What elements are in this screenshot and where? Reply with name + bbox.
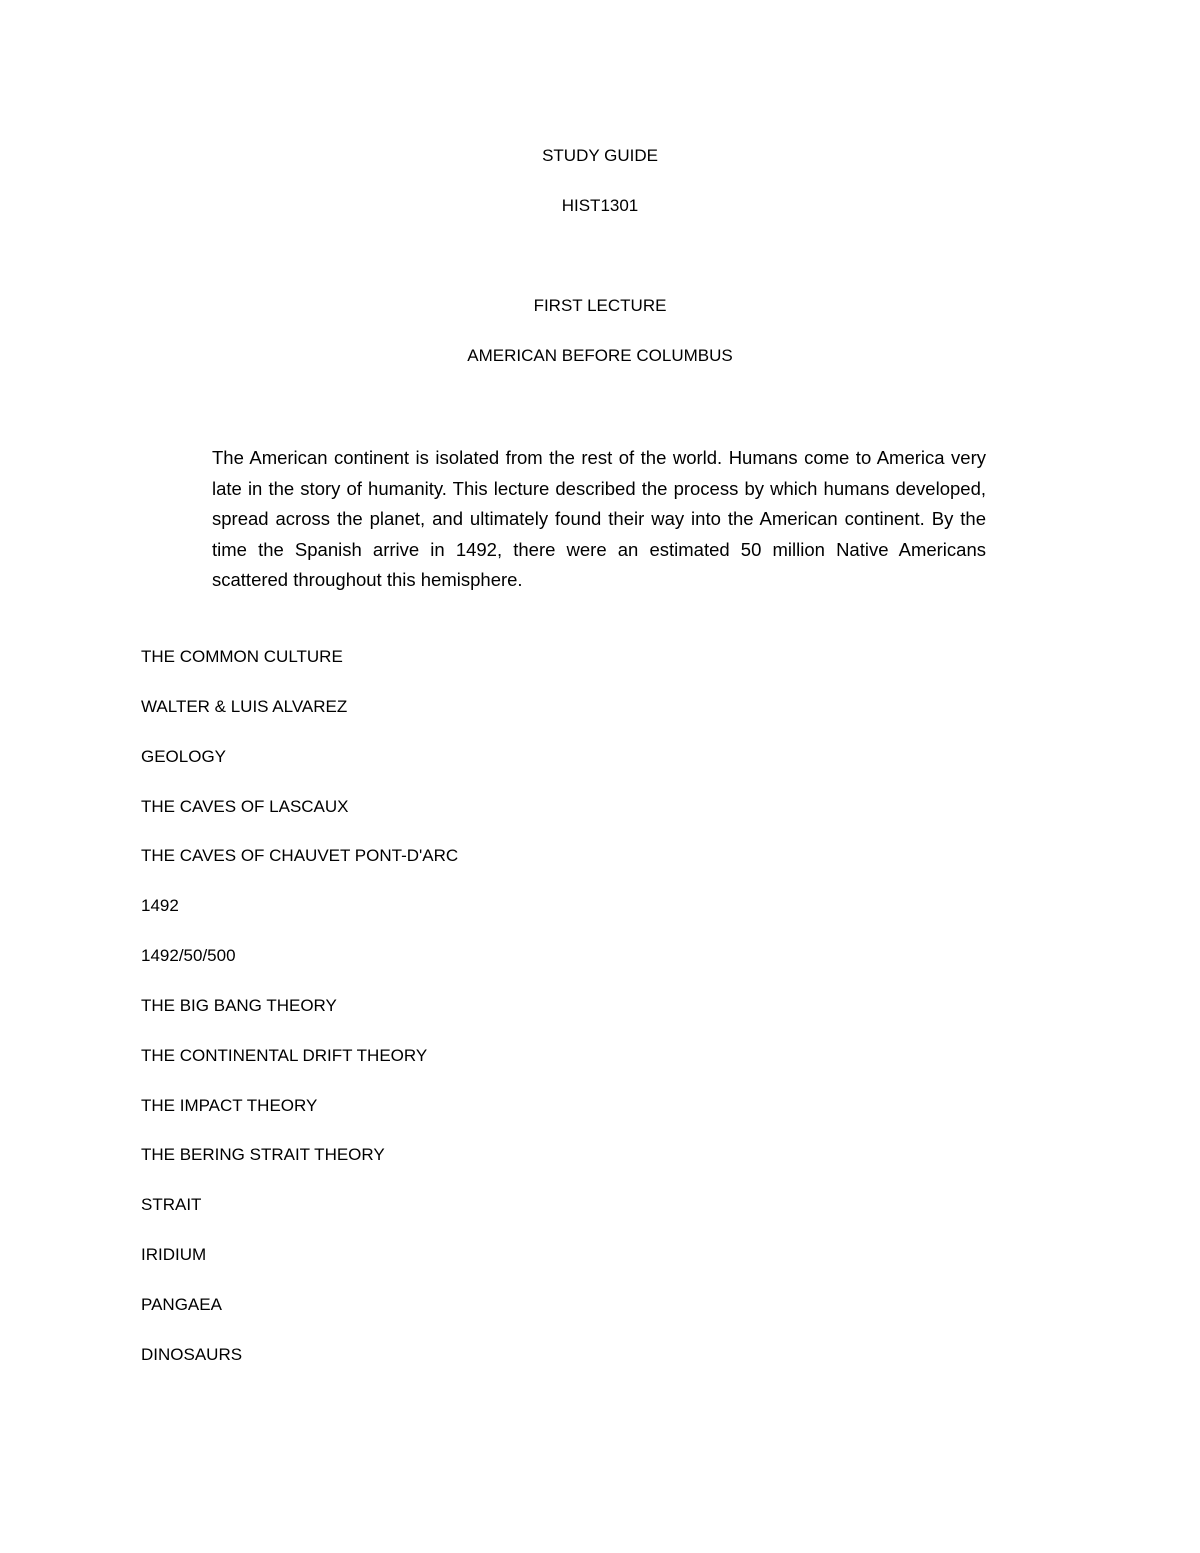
course-code: HIST1301 xyxy=(561,196,639,215)
term-item: THE CONTINENTAL DRIFT THEORY xyxy=(141,1045,428,1065)
term-item: 1492 xyxy=(141,896,179,916)
term-item: THE CAVES OF CHAUVET PONT-D'ARC xyxy=(141,846,459,866)
term-item: THE BIG BANG THEORY xyxy=(141,995,337,1015)
document-title: STUDY GUIDE xyxy=(542,146,658,165)
term-list xyxy=(141,647,458,1395)
term-item: THE BERING STRAIT THEORY xyxy=(141,1145,385,1165)
term-item: PANGAEA xyxy=(141,1294,222,1314)
term-item: IRIDIUM xyxy=(141,1245,207,1265)
term-item: THE CAVES OF LASCAUX xyxy=(141,796,349,816)
lecture-heading: FIRST LECTURE xyxy=(533,296,667,315)
term-item: THE COMMON CULTURE xyxy=(141,647,343,666)
term-item: DINOSAURS xyxy=(141,1344,243,1364)
term-item: 1492/50/500 xyxy=(141,946,236,966)
term-item: GEOLOGY xyxy=(141,746,227,766)
lecture-summary: The American continent is isolated from the rest of the world. Humans come to America very late in the story of humanity. This lecture described the process by which humans developed, spread across the planet, and ultimately found their way into the American continent. By the time the Spanish arrive in 1492, there were an estimated 50 million Native Americans scattered throughout this hemisphere. xyxy=(212,447,986,590)
term-item: STRAIT xyxy=(141,1195,202,1215)
term-item: WALTER & LUIS ALVAREZ xyxy=(141,696,348,716)
term-item: THE IMPACT THEORY xyxy=(141,1095,318,1115)
lecture-topic: AMERICAN BEFORE COLUMBUS xyxy=(467,346,733,365)
